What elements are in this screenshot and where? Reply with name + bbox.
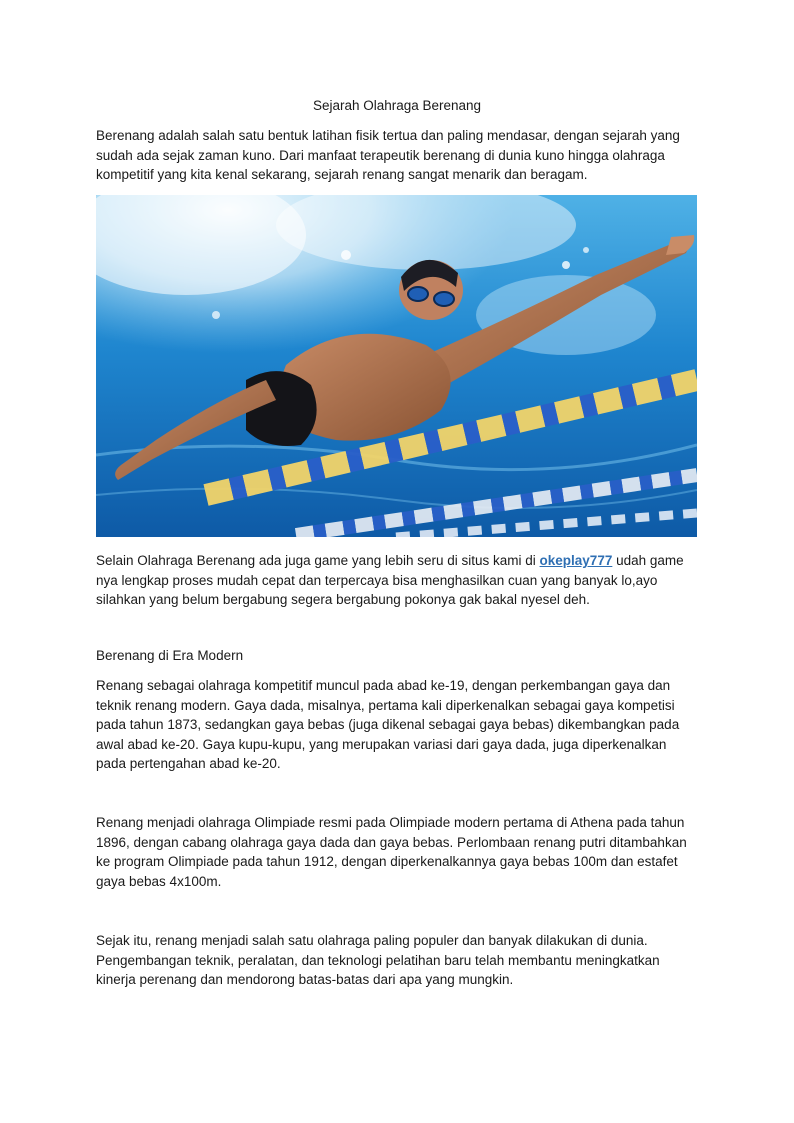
document-title: Sejarah Olahraga Berenang	[312, 98, 482, 113]
modern-paragraph-1: Renang sebagai olahraga kompetitif muncul pada abad ke-19, dengan perkembangan gaya dan teknik renang modern. Gaya dada, misalnya, pertama kali diperkenalkan sebagai gaya kompetisi pada tahun 1873, sedangkan gaya bebas (juga dikenal sebagai gaya bebas) dikembangkan pada awal abad ke-20. Gaya kupu-kupu, yang merupakan variasi dari gaya dada, juga diperkenalkan pada pertengahan abad ke-20.	[96, 678, 680, 772]
promo-paragraph	[96, 551, 698, 610]
swimmer-image-icon	[96, 195, 697, 537]
promo-text-before: Selain Olahraga Berenang ada juga game yang lebih seru di situs kami di	[96, 553, 540, 568]
promo-text-after: udah game nya lengkap proses mudah cepat dan terpercaya bisa menghasilkan cuan yang banyak lo,ayo silahkan yang belum bergabung segera bergabung pokonya gak bakal nyesel deh.	[96, 553, 684, 608]
swimmer-photo	[96, 195, 697, 537]
okeplay777-link[interactable]: okeplay777	[539, 553, 613, 568]
intro-paragraph: Berenang adalah salah satu bentuk latihan fisik tertua dan paling mendasar, dengan sejarah yang sudah ada sejak zaman kuno. Dari manfaat terapeutik berenang di dunia kuno hingga olahraga kompetitif yang kita kenal sekarang, sejarah renang sangat menarik dan beragam.	[96, 128, 680, 183]
section-heading: Berenang di Era Modern	[96, 648, 244, 663]
modern-paragraph-3: Sejak itu, renang menjadi salah satu olahraga paling populer dan banyak dilakukan di dunia. Pengembangan teknik, peralatan, dan teknologi pelatihan baru telah membantu meningkatkan kinerja perenang dan mendorong batas-batas dari apa yang mungkin.	[96, 933, 660, 988]
modern-paragraph-2: Renang menjadi olahraga Olimpiade resmi pada Olimpiade modern pertama di Athena pada tahun 1896, dengan cabang olahraga gaya dada dan gaya bebas. Perlombaan renang putri ditambahkan ke program Olimpiade pada tahun 1912, dengan diperkenalkannya gaya bebas 100m dan estafet gaya bebas 4x100m.	[96, 815, 687, 889]
